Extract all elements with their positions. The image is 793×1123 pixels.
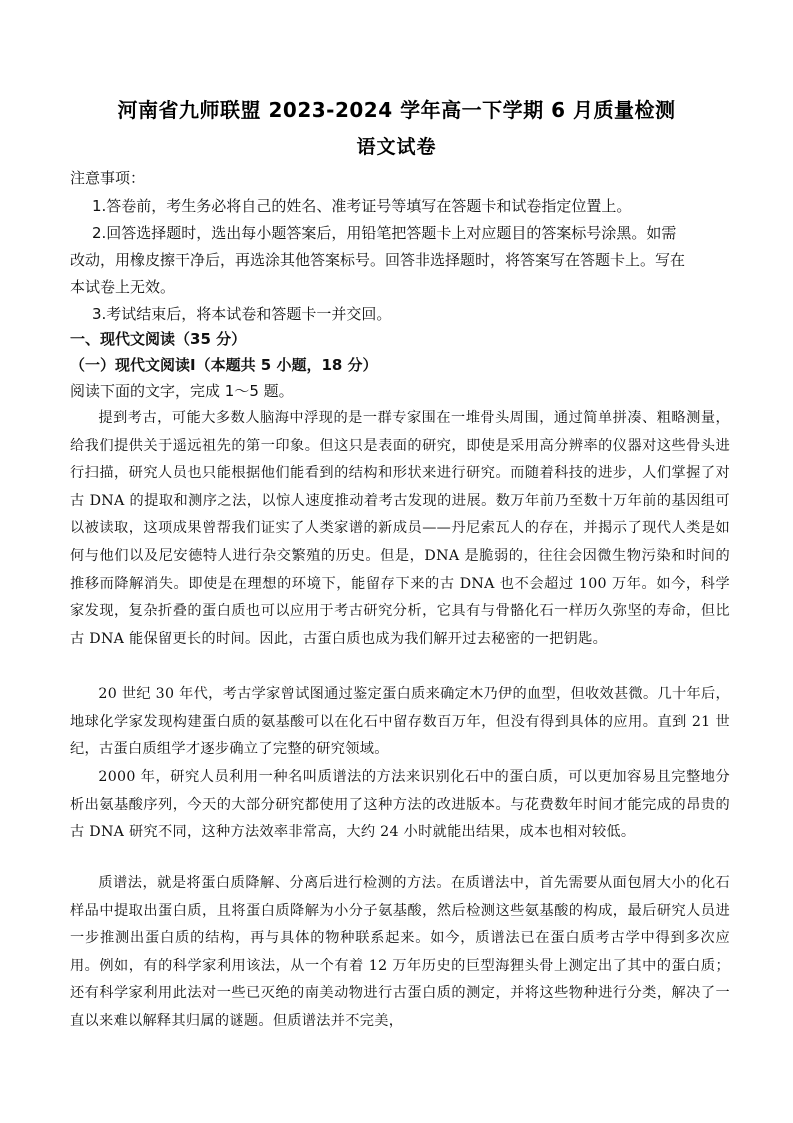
- notice-item-2-end: 本试卷上无效。: [70, 278, 176, 296]
- document-title: 河南省九师联盟 2023-2024 学年高一下学期 6 月质量检测: [117, 98, 676, 122]
- notice-item-3: 3.考试结束后，将本试卷和答题卡一并交回。: [92, 305, 392, 323]
- notice-item-2: 2.回答选择题时，选出每小题答案后，用铅笔把答题卡上对应题目的答案标号涂黑。如需: [92, 224, 677, 242]
- passage-paragraph-1: 提到考古，可能大多数人脑海中浮现的是一群专家围在一堆骨头周围，通过简单拼凑、粗略测量，给我们提供关于遥远祖先的第一印象。但这只是表面的研究，即使是采用高分辨率的仪器对这些骨头进行扫描，研究人员也只能根据他们能看到的结构和形状来进行研究。而随着科技的进步，人们掌握了对古 DNA 的提取和测序之法，以惊人速度推动着考古发现的进展。数万年前乃至数十万年前的基因组可以被读取，这项成果曾帮我们证实了人类家谱的新成员——丹尼索瓦人的存在，并揭示了现代人类是如何与他们以及尼安德特人进行杂交繁殖的历史。但是，DNA 是脆弱的，往往会因微生物污染和时间的推移而降解消失。即使是在理想的环境下，能留存下来的古 DNA 也不会超过 100 万年。如今，科学家发现，复杂折叠的蛋白质也可以应用于考古研究分析，它具有与骨骼化石一样历久弥坚的寿命，但比古 DNA 能保留更长的时间。因此，古蛋白质也成为我们解开过去秘密的一把钥匙。: [70, 410, 730, 647]
- notice-item-2-cont: 改动，用橡皮擦干净后，再选涂其他答案标号。回答非选择题时，将答案写在答题卡上。写在: [70, 251, 686, 269]
- notice-heading: 注意事项：: [70, 169, 146, 187]
- passage-paragraph-3: 2000 年，研究人员利用一种名叫质谱法的方法来识别化石中的蛋白质，可以更加容易且完整地分析出氨基酸序列，今天的大部分研究都使用了这种方法的改进版本。与花费数年时间才能完成的昂贵的古 DNA 研究不同，这种方法效率非常高，大约 24 小时就能出结果，成本也相对较低。: [70, 769, 730, 841]
- reading-instruction: 阅读下面的文字，完成 1～5 题。: [70, 382, 294, 400]
- notice-item-1: 1.答卷前，考生务必将自己的姓名、准考证号等填写在答题卡和试卷指定位置上。: [92, 197, 632, 215]
- document-subtitle: 语文试卷: [356, 136, 437, 158]
- passage-paragraph-2: 20 世纪 30 年代，考古学家曾试图通过鉴定蛋白质来确定木乃伊的血型，但收效甚微。几十年后，地球化学家发现构建蛋白质的氨基酸可以在化石中留存数百万年，但没有得到具体的应用。直到 21 世纪，古蛋白质组学才逐步确立了完整的研究领域。: [70, 686, 730, 758]
- section-subheading: （一）现代文阅读Ⅰ（本题共 5 小题，18 分）: [70, 356, 378, 374]
- section-heading: 一、现代文阅读（35 分）: [70, 330, 247, 348]
- passage-paragraph-4: 质谱法，就是将蛋白质降解、分离后进行检测的方法。在质谱法中，首先需要从面包屑大小的化石样品中提取出蛋白质，且将蛋白质降解为小分子氨基酸，然后检测这些氨基酸的构成，最后研究人员进一步推测出蛋白质的结构，再与具体的物种联系起来。如今，质谱法已在蛋白质考古学中得到多次应用。例如，有的科学家利用该法，从一个有着 12 万年历史的巨型海狸头骨上测定出了其中的蛋白质；还有科学家利用此法对一些已灭绝的南美动物进行古蛋白质的测定，并将这些物种进行分类，解决了一直以来难以解释其归属的谜题。但质谱法并不完美，: [70, 875, 730, 1029]
